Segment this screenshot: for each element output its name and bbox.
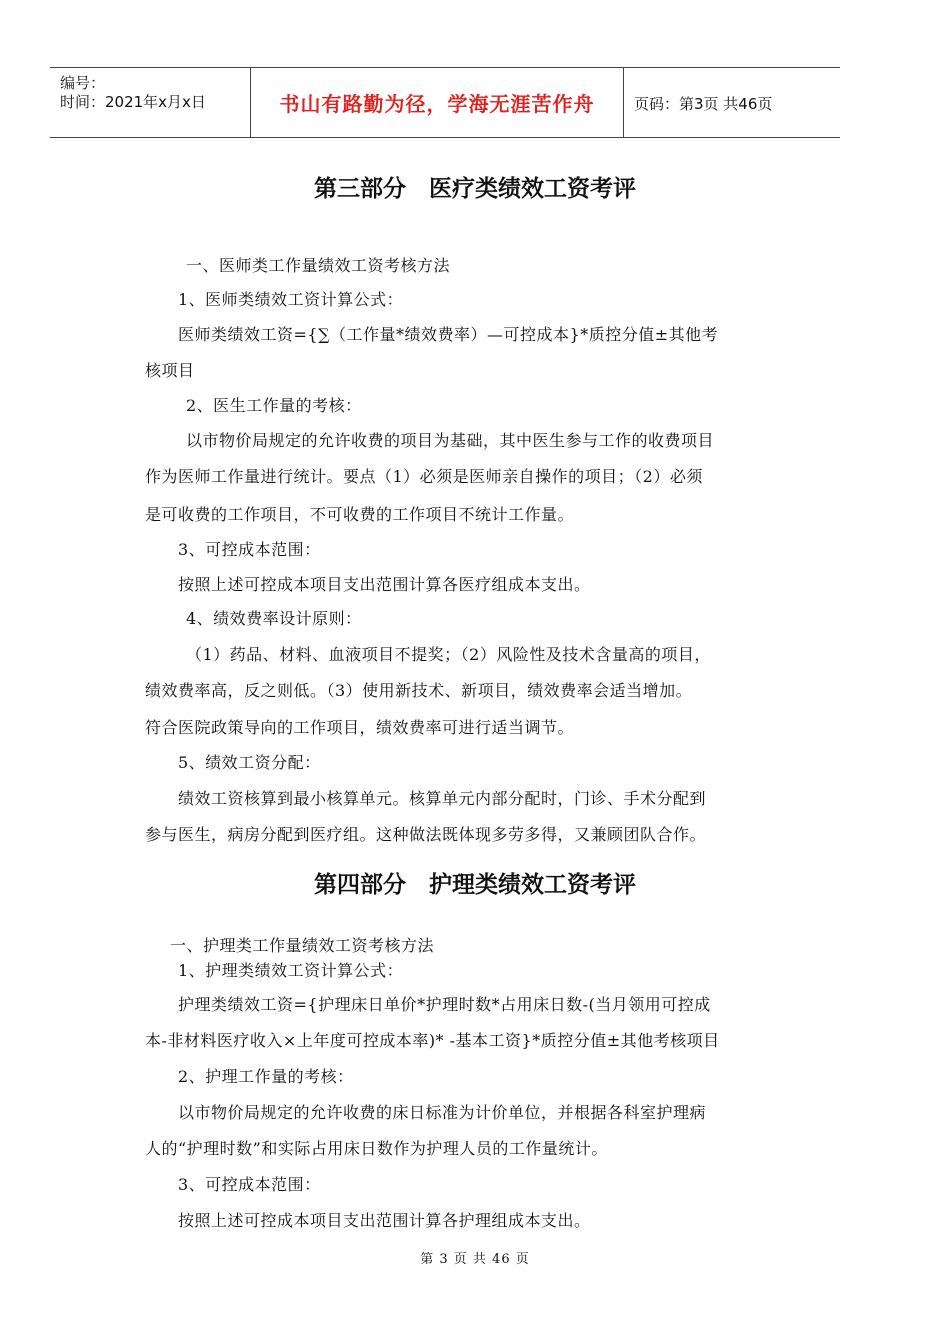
- paragraph-line: 按照上述可控成本项目支出范围计算各医疗组成本支出。: [178, 575, 591, 594]
- section4-title: 第四部分 护理类绩效工资考评: [314, 872, 636, 898]
- paragraph-line: 绩效费率高，反之则低。（3）使用新技术、新项目，绩效费率会适当增加。: [145, 681, 693, 700]
- paragraph-line: 4、绩效费率设计原则：: [186, 609, 362, 628]
- paragraph-line: 医师类绩效工资={∑（工作量*绩效费率）—可控成本}*质控分值±其他考: [178, 325, 719, 344]
- paragraph-line: 1、医师类绩效工资计算公式：: [178, 290, 404, 309]
- header-right-cell: [624, 68, 840, 137]
- paragraph-line: 1、护理类绩效工资计算公式：: [178, 961, 404, 980]
- paragraph-line: 一、医师类工作量绩效工资考核方法: [186, 256, 451, 275]
- paragraph-line: 3、可控成本范围：: [178, 540, 321, 559]
- paragraph-line: 2、护理工作量的考核：: [178, 1067, 354, 1086]
- paragraph-line: 绩效工资核算到最小核算单元。核算单元内部分配时，门诊、手术分配到: [178, 789, 707, 808]
- time-label: 时间：2021年x月x日: [60, 93, 206, 111]
- paragraph-line: 人的“护理时数”和实际占用床日数作为护理人员的工作量统计。: [145, 1139, 608, 1158]
- paragraph-line: 5、绩效工资分配：: [178, 753, 321, 772]
- paragraph-line: （1）药品、材料、血液项目不提奖；（2）风险性及技术含量高的项目，: [186, 645, 711, 664]
- paragraph-line: 核项目: [145, 361, 195, 380]
- paragraph-line: 按照上述可控成本项目支出范围计算各护理组成本支出。: [178, 1211, 591, 1230]
- paragraph-line: 作为医师工作量进行统计。要点（1）必须是医师亲自操作的项目；（2）必须: [145, 467, 703, 486]
- motto: 书山有路勤为径，学海无涯苦作舟: [279, 92, 595, 116]
- page-footer: 第 3 页 共 46 页: [420, 1252, 530, 1267]
- number-label: 编号：: [60, 74, 106, 92]
- paragraph-line: 3、可控成本范围：: [178, 1175, 321, 1194]
- paragraph-line: 以市物价局规定的允许收费的项目为基础，其中医生参与工作的收费项目: [186, 431, 715, 450]
- paragraph-line: 符合医院政策导向的工作项目，绩效费率可进行适当调节。: [145, 718, 575, 737]
- header-middle-cell: [251, 68, 624, 137]
- paragraph-line: 是可收费的工作项目，不可收费的工作项目不统计工作量。: [145, 505, 575, 524]
- paragraph-line: 一、护理类工作量绩效工资考核方法: [170, 936, 435, 955]
- paragraph-line: 护理类绩效工资={护理床日单价*护理时数*占用床日数-(当月领用可控成: [178, 995, 711, 1014]
- paragraph-line: 参与医生，病房分配到医疗组。这种做法既体现多劳多得，又兼顾团队合作。: [145, 825, 707, 844]
- header-table: [50, 67, 840, 138]
- header-left-cell: [50, 68, 251, 137]
- paragraph-line: 2、医生工作量的考核：: [186, 396, 362, 415]
- page-label: 页码：第3页 共46页: [634, 95, 773, 113]
- paragraph-line: 本-非材料医疗收入×上年度可控成本率)* -基本工资}*质控分值±其他考核项目: [145, 1031, 720, 1050]
- section3-title: 第三部分 医疗类绩效工资考评: [314, 176, 636, 202]
- paragraph-line: 以市物价局规定的允许收费的床日标准为计价单位，并根据各科室护理病: [178, 1103, 707, 1122]
